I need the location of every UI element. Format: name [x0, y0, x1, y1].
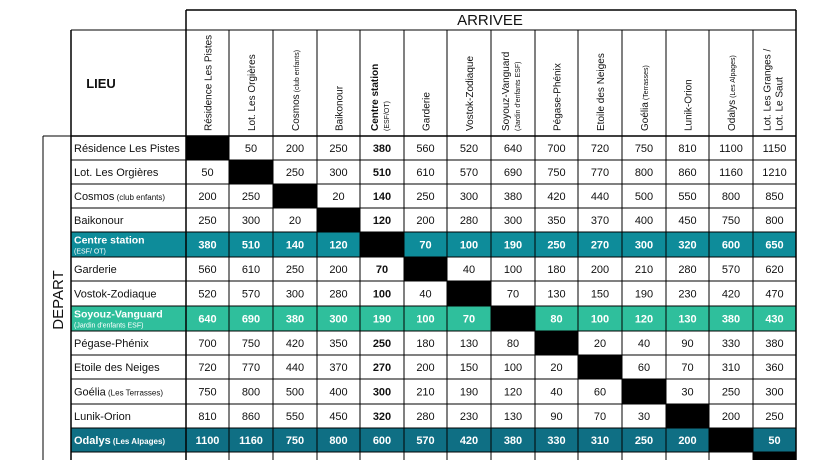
table-cell: 690 — [241, 313, 261, 326]
table-cell: 250 — [198, 215, 217, 227]
table-cell: 120 — [634, 313, 654, 326]
table-cell: 500 — [634, 191, 654, 203]
table-cell: 1160 — [239, 435, 263, 447]
table-cell: 800 — [329, 435, 348, 447]
column-header — [335, 85, 346, 131]
table-cell: 190 — [634, 288, 654, 301]
table-cell: 450 — [329, 411, 348, 423]
table-cell: 370 — [590, 215, 610, 227]
column-header-label-line2: Lot. Le Saut — [774, 77, 786, 131]
table-cell: 380 — [372, 143, 392, 155]
table-cell: 80 — [506, 338, 520, 350]
row-header-label: Lunik-Orion — [74, 411, 131, 423]
diagonal-cell — [404, 257, 447, 281]
table-cell: 860 — [678, 167, 697, 179]
column-header — [422, 92, 433, 131]
row-header-label: Cosmos (club enfants) — [74, 191, 166, 203]
diagonal-cell — [578, 355, 622, 379]
diagonal-cell — [535, 331, 578, 355]
table-cell: 440 — [590, 191, 610, 203]
column-header-label: Etoile des Neiges — [596, 53, 607, 131]
table-cell: 800 — [241, 386, 261, 399]
table-cell: 420 — [285, 338, 305, 350]
column-header-label: Odalys (Les Alpages) — [727, 55, 738, 131]
table-cell: 150 — [590, 288, 610, 301]
diagonal-cell — [622, 379, 666, 404]
table-cell: 250 — [285, 167, 305, 179]
table-cell: 40 — [462, 264, 476, 276]
table-cell: 140 — [285, 239, 305, 252]
table-cell: 600 — [721, 239, 741, 252]
table-cell: 100 — [590, 313, 610, 326]
table-cell: 100 — [503, 362, 523, 374]
table-cell: 400 — [634, 215, 654, 227]
column-header — [727, 55, 738, 131]
diagonal-cell — [491, 306, 535, 331]
table-cell: 200 — [678, 435, 697, 447]
column-header — [763, 49, 786, 131]
depart-heading: DEPART — [50, 270, 67, 330]
column-header-note: (ESF/OT) — [384, 101, 391, 131]
column-header-label: Soyouz-Vanguard — [501, 51, 512, 131]
column-header-label: Lot. Les Orgières — [247, 54, 258, 131]
table-cell: 570 — [416, 435, 435, 447]
table-cell: 300 — [285, 288, 305, 301]
table-cell: 810 — [198, 411, 217, 423]
table-cell: 50 — [768, 435, 781, 447]
table-cell: 640 — [198, 313, 217, 326]
diagonal-cell — [447, 281, 491, 306]
table-cell: 610 — [416, 167, 435, 179]
table-cell: 250 — [329, 143, 348, 155]
table-cell: 280 — [416, 411, 435, 423]
table-cell: 1100 — [719, 143, 743, 155]
table-cell: 750 — [198, 386, 217, 399]
table-cell: 250 — [416, 191, 435, 203]
table-cell: 120 — [372, 215, 392, 227]
table-cell: 250 — [285, 264, 305, 276]
table-cell: 310 — [590, 435, 610, 447]
row-header-label: Pégase-Phénix — [74, 338, 149, 350]
table-cell: 190 — [372, 313, 392, 326]
row-header-label: Etoile des Neiges — [74, 362, 160, 374]
column-header — [596, 53, 607, 131]
table-cell: 770 — [241, 362, 261, 374]
table-cell: 30 — [637, 411, 651, 423]
column-header — [684, 79, 695, 131]
table-cell: 60 — [637, 362, 651, 374]
diagonal-cell — [360, 232, 404, 257]
row-header-label: Résidence Les Pistes — [74, 143, 180, 155]
column-header-label: Centre station — [370, 63, 381, 131]
row-header-label: Vostok-Zodiaque — [74, 288, 157, 301]
table-cell: 190 — [459, 386, 479, 399]
table-cell: 300 — [459, 191, 479, 203]
table-cell: 500 — [285, 386, 305, 399]
table-cell: 250 — [372, 338, 392, 350]
table-cell: 510 — [241, 239, 261, 252]
table-cell: 130 — [678, 313, 697, 326]
table-cell: 700 — [547, 143, 566, 155]
table-cell: 450 — [678, 215, 697, 227]
diagonal-cell — [229, 160, 273, 184]
table-cell: 280 — [678, 264, 697, 276]
row-header — [74, 435, 165, 447]
table-cell: 140 — [372, 191, 392, 203]
table-cell: 300 — [503, 215, 523, 227]
table-cell: 650 — [765, 239, 784, 252]
table-cell: 800 — [634, 167, 654, 179]
row-headers — [74, 143, 180, 460]
row-header — [74, 143, 180, 155]
row-header — [74, 362, 160, 374]
table-cell: 370 — [329, 362, 348, 374]
table-cell: 300 — [241, 215, 261, 227]
table-cell: 610 — [241, 264, 261, 276]
table-cell: 250 — [765, 411, 784, 423]
table-cell: 210 — [416, 386, 435, 399]
column-header — [370, 64, 391, 131]
diagonal-cell — [317, 208, 360, 232]
table-cell: 300 — [372, 386, 392, 399]
table-cell: 200 — [590, 264, 610, 276]
table-cell: 40 — [550, 386, 563, 399]
table-cell: 150 — [459, 362, 479, 374]
row-header — [74, 411, 131, 423]
table-cell: 380 — [285, 313, 305, 326]
table-cell: 420 — [721, 288, 741, 301]
table-cell: 320 — [372, 411, 392, 423]
column-header-label: Lot. Les Granges / — [762, 48, 774, 131]
row-header — [74, 338, 149, 350]
table-cell: 70 — [375, 264, 389, 276]
row-header — [74, 167, 159, 179]
table-cell: 330 — [721, 338, 741, 350]
row-header-label: Odalys (Les Alpages) — [74, 435, 166, 447]
table-cell: 80 — [550, 313, 563, 326]
arrivee-heading: ARRIVEE — [457, 12, 523, 29]
table-cell: 570 — [241, 288, 261, 301]
table-cell: 1150 — [762, 143, 787, 155]
table-cell: 430 — [765, 313, 784, 326]
table-cell: 20 — [288, 215, 302, 227]
table-cell: 70 — [681, 362, 694, 374]
column-header — [553, 63, 564, 131]
table-cell: 380 — [765, 338, 784, 350]
table-cell: 800 — [721, 191, 741, 203]
table-cell: 720 — [198, 362, 217, 374]
table-cell: 330 — [547, 435, 566, 447]
table-cell: 40 — [419, 288, 432, 301]
column-header-note: (Jardin d'enfants ESF) — [515, 61, 522, 131]
column-header — [501, 52, 522, 131]
table-cell: 280 — [459, 215, 479, 227]
table-cell: 210 — [634, 264, 654, 276]
column-header — [204, 35, 215, 131]
table-cell: 250 — [547, 239, 566, 252]
table-cell: 200 — [329, 264, 348, 276]
table-cell: 70 — [419, 239, 432, 252]
table-cell: 810 — [678, 143, 697, 155]
table-cell: 510 — [372, 167, 392, 179]
table-cell: 50 — [244, 143, 258, 155]
column-header — [640, 65, 651, 131]
table-cell: 380 — [721, 313, 741, 326]
diagonal-cell — [753, 452, 796, 460]
table-cell: 560 — [198, 264, 217, 276]
column-header-label: Garderie — [421, 92, 433, 131]
table-cell: 100 — [372, 288, 392, 301]
table-cell: 100 — [416, 313, 435, 326]
table-cell: 520 — [198, 288, 217, 301]
table-cell: 750 — [547, 167, 566, 179]
table-cell: 270 — [590, 239, 610, 252]
table-cell: 750 — [285, 435, 305, 447]
table-cell: 200 — [198, 191, 217, 203]
table-cell: 440 — [285, 362, 305, 374]
table-cell: 860 — [241, 411, 261, 423]
table-cell: 180 — [547, 264, 566, 276]
table-cell: 20 — [332, 191, 345, 203]
row-header-label: Goélia (Les Terrasses) — [74, 386, 163, 399]
table-cell: 350 — [329, 338, 348, 350]
table-cell: 200 — [416, 215, 435, 227]
column-header-label: Goélia (Terrasses) — [640, 65, 651, 131]
table-cell: 50 — [201, 167, 214, 179]
table-cell: 230 — [678, 288, 697, 301]
table-cell: 300 — [634, 239, 654, 252]
table-cell: 850 — [765, 191, 784, 203]
column-header — [465, 56, 476, 131]
row-header — [74, 289, 157, 301]
table-cell: 360 — [765, 362, 784, 374]
table-cell: 300 — [329, 167, 348, 179]
row-header-label: Soyouz-Vanguard — [74, 308, 163, 321]
table-cell: 270 — [372, 362, 392, 374]
table-cell: 420 — [459, 435, 479, 447]
column-header — [247, 54, 258, 131]
column-header — [291, 50, 302, 131]
table-cell: 420 — [547, 191, 566, 203]
table-cell: 570 — [721, 264, 741, 276]
table-cell: 310 — [721, 362, 741, 374]
table-cell: 620 — [765, 264, 784, 276]
table-cell: 520 — [459, 143, 479, 155]
table-cell: 1210 — [762, 167, 787, 179]
table-cell: 280 — [329, 288, 348, 301]
row-header — [74, 215, 124, 227]
table-cell: 200 — [416, 362, 435, 374]
table-cell: 750 — [721, 215, 741, 227]
table-cell: 250 — [721, 386, 741, 399]
table-cell: 1160 — [719, 167, 743, 179]
table-cell: 180 — [416, 338, 435, 350]
table-cell: 200 — [285, 143, 305, 155]
row-header — [74, 264, 117, 276]
row-header-label: Garderie — [74, 264, 117, 276]
table-cell: 70 — [462, 313, 476, 326]
table-cell: 70 — [506, 288, 520, 301]
table-cell: 1100 — [195, 435, 220, 447]
column-header-label: Lunik-Orion — [683, 79, 695, 131]
table-cell: 600 — [372, 435, 392, 447]
row-header — [74, 191, 165, 203]
row-header-label: Baikonour — [74, 215, 124, 227]
table-cell: 750 — [241, 338, 261, 350]
table-cell: 250 — [241, 191, 261, 203]
row-header-note: (Jardin d'enfants ESF) — [74, 322, 144, 330]
table-cell: 230 — [459, 411, 479, 423]
table-cell: 800 — [765, 215, 784, 227]
table-cell: 550 — [678, 191, 697, 203]
table-cell: 640 — [503, 143, 523, 155]
table-cell: 750 — [634, 143, 654, 155]
table-cell: 380 — [503, 191, 523, 203]
table-cell: 90 — [681, 338, 694, 350]
table-cell: 350 — [547, 215, 566, 227]
column-headers — [204, 35, 786, 131]
table-cell: 320 — [678, 239, 697, 252]
row-header-label: Lot. Les Orgières — [74, 167, 159, 179]
table-cell: 120 — [503, 386, 523, 399]
diagonal-cell — [666, 404, 709, 428]
table-cell: 570 — [459, 167, 479, 179]
table-cell: 130 — [547, 288, 566, 301]
column-header-label: Vostok-Zodiaque — [465, 55, 476, 131]
table-cell: 60 — [593, 386, 607, 399]
table-cell: 300 — [765, 386, 784, 399]
table-cell: 200 — [721, 411, 741, 423]
table-cell: 20 — [593, 338, 607, 350]
column-header-label: Pégase-Phénix — [552, 63, 564, 131]
table-cell: 700 — [198, 338, 217, 350]
table-cell: 250 — [634, 435, 654, 447]
table-cell: 770 — [590, 167, 610, 179]
table-cell: 100 — [459, 239, 479, 252]
table-cell: 130 — [459, 338, 479, 350]
table-cell: 550 — [285, 411, 305, 423]
table-cell: 720 — [590, 143, 610, 155]
table-cell: 90 — [550, 411, 563, 423]
table-cell: 120 — [329, 239, 348, 252]
row-header-note: (ESF/ OT) — [74, 248, 106, 256]
diagonal-cell — [709, 428, 753, 452]
table-cell: 400 — [329, 386, 348, 399]
table-cell: 560 — [416, 143, 435, 155]
table-cell: 190 — [503, 239, 523, 252]
column-header-label: Baikonour — [334, 85, 346, 131]
diagonal-cell — [273, 184, 317, 208]
table-cell: 30 — [681, 386, 694, 399]
diagonal-cell — [186, 136, 229, 160]
row-header-label: Centre station — [74, 234, 145, 247]
table-cell: 300 — [329, 313, 348, 326]
lieu-heading: LIEU — [86, 76, 116, 91]
table-cell: 380 — [503, 435, 523, 447]
table-cell: 20 — [550, 362, 563, 374]
table-cell: 690 — [503, 167, 523, 179]
table-cell: 70 — [593, 411, 607, 423]
table-cell: 130 — [503, 411, 523, 423]
table-cell: 100 — [503, 264, 523, 276]
column-header-label: Résidence Les Pistes — [203, 34, 215, 131]
table-cell: 40 — [637, 338, 651, 350]
table-cell: 470 — [765, 288, 784, 301]
row-header — [74, 387, 163, 399]
table-cell: 380 — [198, 239, 217, 252]
column-header-label: Cosmos (club enfants) — [291, 49, 302, 131]
